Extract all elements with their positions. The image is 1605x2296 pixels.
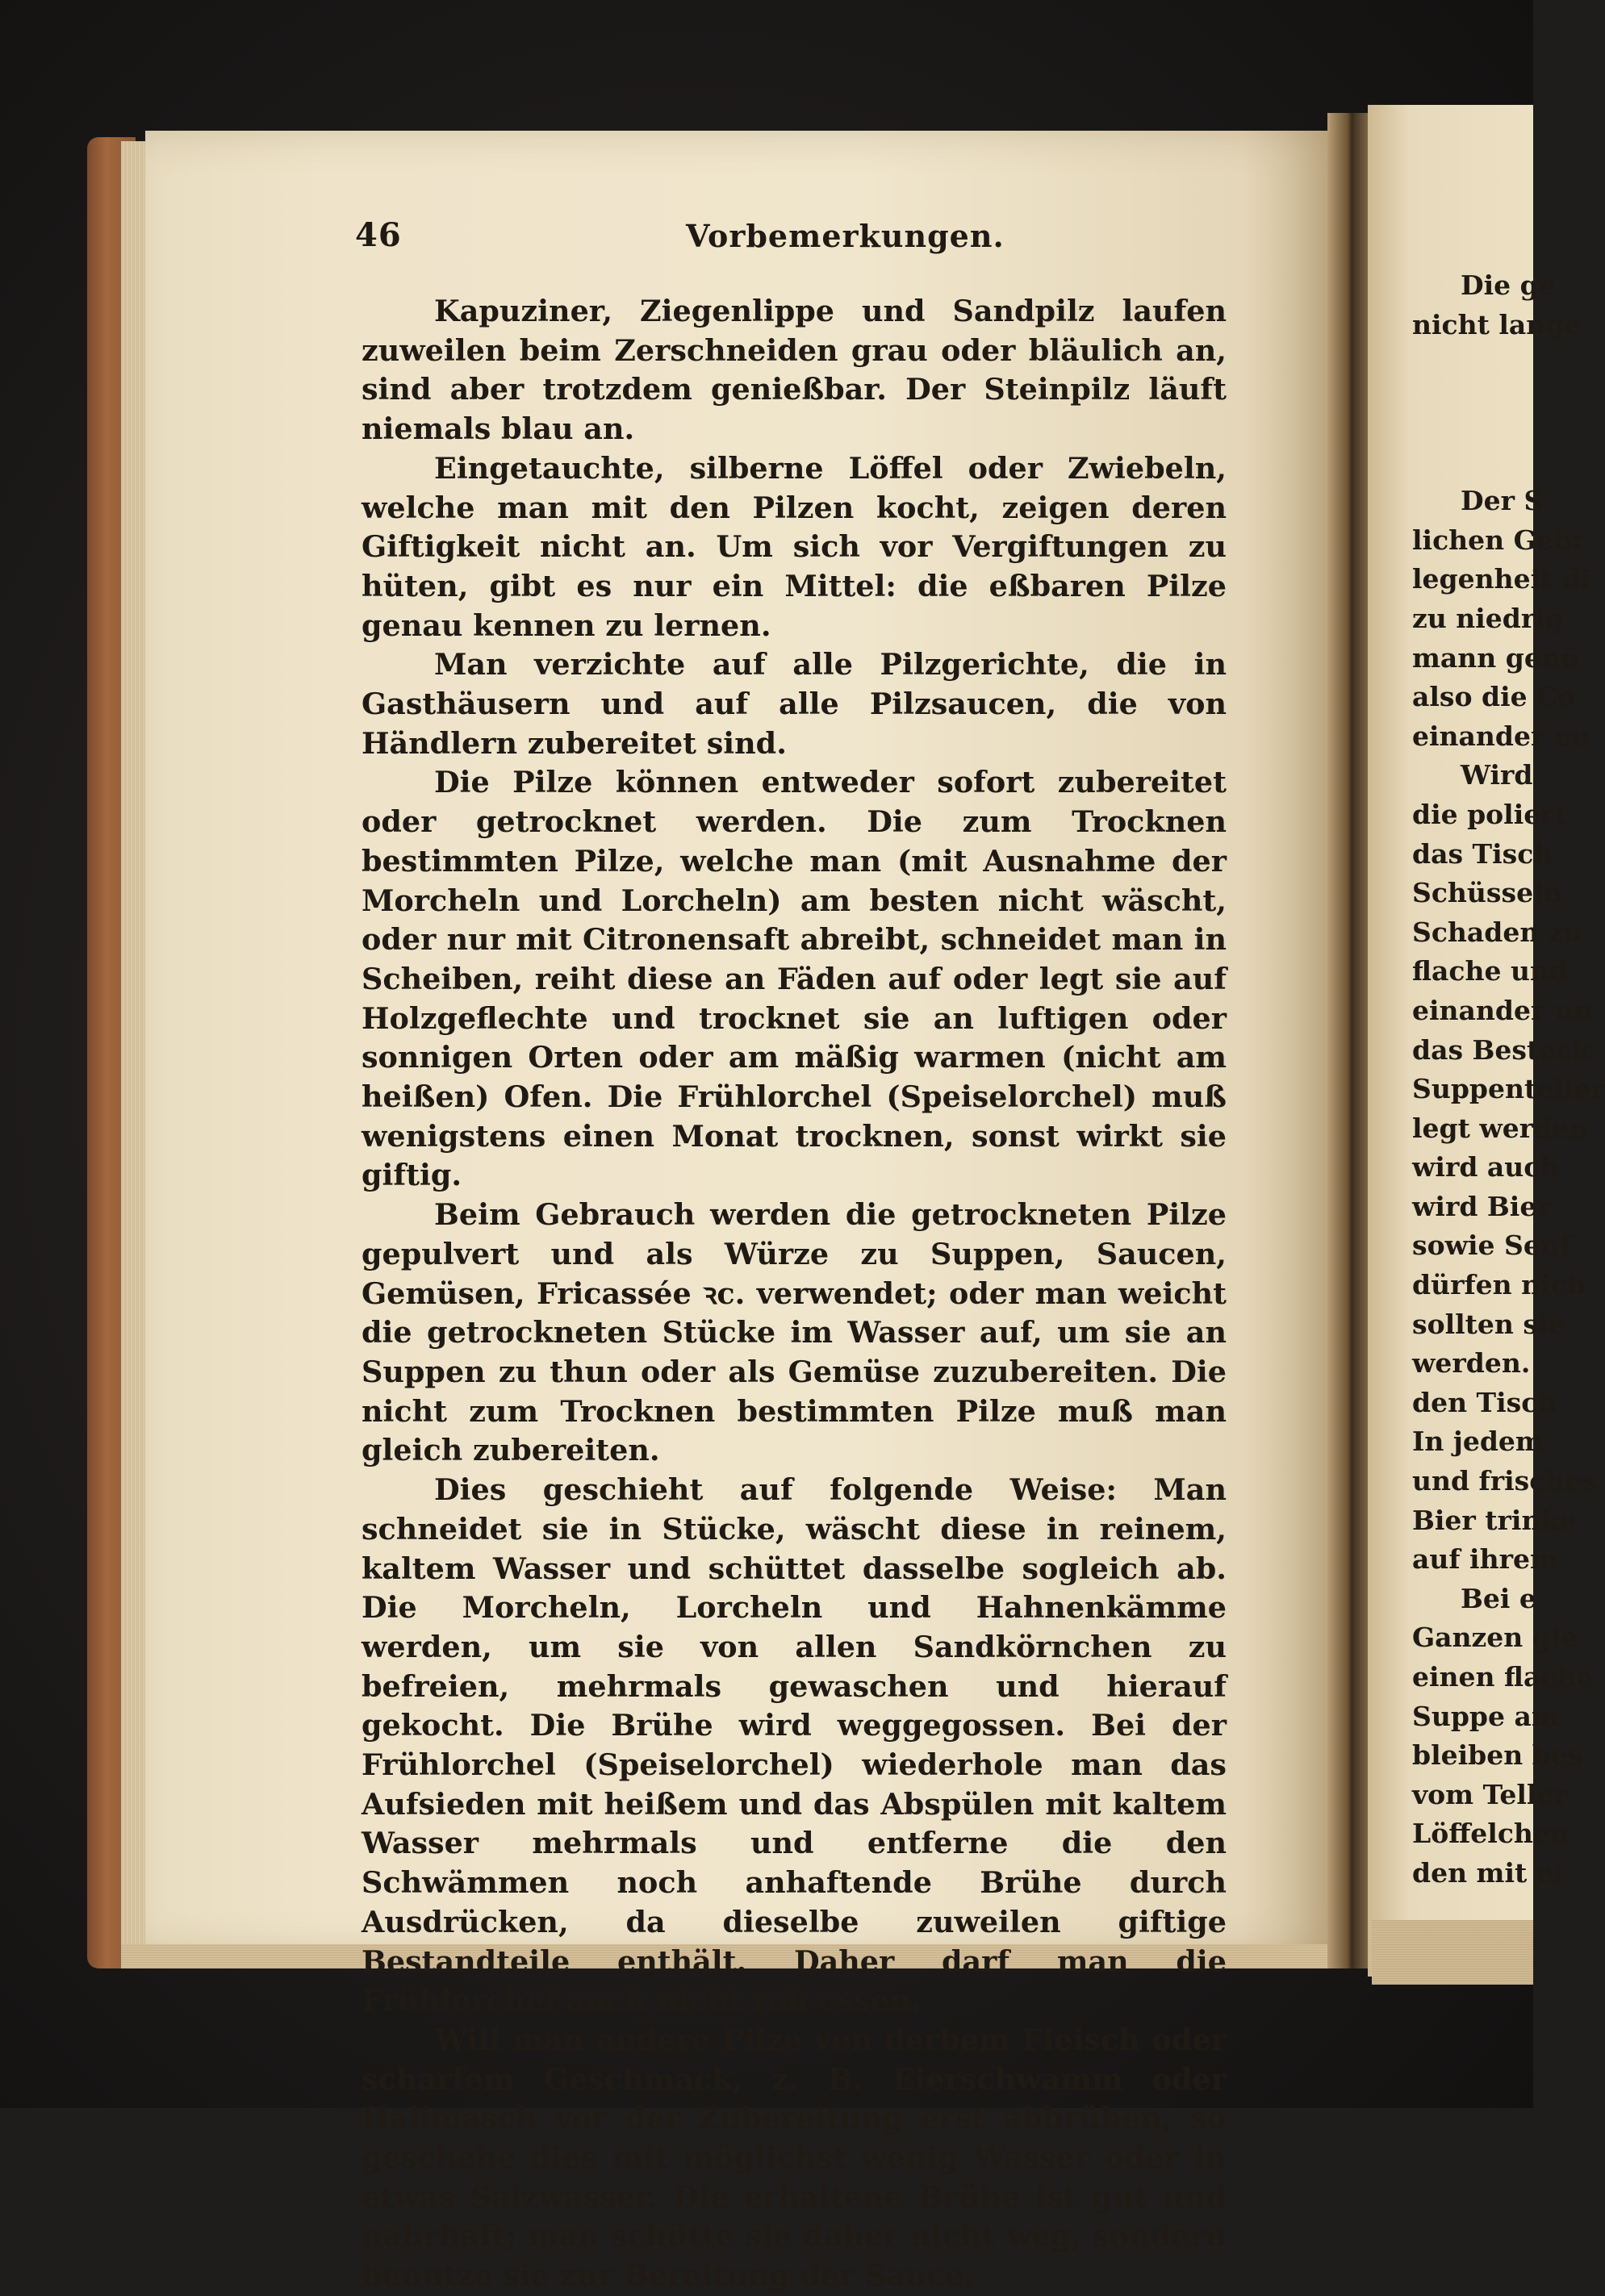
right-gap: [1412, 344, 1533, 482]
right-line: legenheit di: [1412, 563, 1591, 595]
right-line: werden.: [1412, 1347, 1531, 1380]
paragraph: Eingetauchte, silberne Löffel oder Zwiebeln, welche man mit den Pilzen kocht, zeigen deren Giftigkeit nicht an. Um sich vor Vergiftungen zu hüten, gibt es nur ein Mittel: die eßbaren Pilze genau kennen zu lernen.: [362, 450, 1227, 643]
right-line: bleiben bes: [1412, 1739, 1583, 1772]
body-text: [362, 292, 1227, 2296]
paragraph: Beim Gebrauch werden die getrockneten Pilze gepulvert und als Würze zu Suppen, Saucen, Gemüsen, Fricassée ꝛc. verwendet; oder man weicht die getrockneten Stücke im Wasser auf, um sie an Suppen zu thun oder als Gemüse zuzubereiten. Die nicht zum Trocknen bestimmten Pilze muß man gleich zubereiten.: [362, 1197, 1227, 1468]
book-gutter: [1327, 113, 1372, 1968]
right-line: die poliert: [1412, 798, 1567, 830]
right-line: also die Co: [1412, 681, 1576, 713]
right-line: das Tisch: [1412, 837, 1553, 870]
right-line: Ganzen gle: [1412, 1622, 1578, 1654]
right-page-edge: [1372, 1920, 1533, 1985]
right-line: nicht lange: [1412, 308, 1582, 340]
right-line: auf ihrem: [1412, 1543, 1558, 1576]
right-line: lichen Gebr: [1412, 524, 1586, 556]
right-line: mann genü: [1412, 641, 1580, 674]
right-line: Schaden zu: [1412, 916, 1583, 948]
right-line: sollten sie: [1412, 1308, 1565, 1340]
right-line: einander en: [1412, 720, 1590, 752]
right-line: In jedem: [1412, 1426, 1544, 1458]
right-line: Die ge: [1461, 269, 1556, 301]
right-line: dürfen nich: [1412, 1269, 1586, 1301]
right-line: wird Bier: [1412, 1190, 1551, 1222]
paragraph: Kapuziner, Ziegenlippe und Sandpilz laufen zuweilen beim Zerschneiden grau oder bläulich an, sind aber trotzdem genießbar. Der Steinpilz läuft niemals blau an.: [362, 294, 1227, 447]
right-line: Suppe am: [1412, 1700, 1560, 1732]
right-line: das Besteck: [1412, 1033, 1591, 1066]
page-header-title: Vorbemerkungen.: [686, 218, 1005, 254]
paragraph: Man verzichte auf alle Pilzgerichte, die in Gasthäusern und auf alle Pilzsaucen, die von Händlern zubereitet sind.: [362, 647, 1227, 761]
right-line: Löffelchen: [1412, 1818, 1569, 1850]
right-line: flache und: [1412, 955, 1569, 987]
right-line: Bier trinke: [1412, 1504, 1577, 1536]
right-line: und frisches: [1412, 1465, 1597, 1497]
running-head: [355, 216, 1227, 265]
right-line: den Tisch: [1412, 1386, 1557, 1418]
page-number: 46: [355, 216, 402, 254]
right-page-text: [1412, 266, 1605, 1893]
paragraph: Die Pilze können entweder sofort zubereitet oder getrocknet werden. Die zum Trocknen bestimmten Pilze, welche man (mit Ausnahme der Morcheln und Lorcheln) am besten nicht wäscht, oder nur mit Citronensaft abreibt, schneidet man in Scheiben, reiht diese an Fäden auf oder legt sie auf Holzgeflechte und trocknet sie an luftigen oder sonnigen Orten oder am mäßig warmen (nicht am heißen) Ofen. Die Frühlorchel (Speiselorchel) muß wenigstens einen Monat trocknen, sonst wirkt sie giftig.: [362, 765, 1227, 1193]
right-line: legt werden: [1412, 1112, 1589, 1144]
right-line: wird auch: [1412, 1151, 1560, 1183]
right-line: einander un: [1412, 994, 1593, 1026]
paragraph: Will man andere Pilze von derbem Fleisch oder scharfem Geschmack, z. B. Eierschwamm oder Halimasch vor der Zubereitung erst abbrühen, so geschehe dies mit möglichst wenig Wasser oder in etwas Salzwasser. Die erhaltene Brühe ist gut und nahrhaft; man schütte sie daher nicht weg, sondern benutze sie zur Bereitung der Sauce.: [362, 2022, 1227, 2294]
right-line: Suppenteller: [1412, 1073, 1605, 1105]
right-line: Bei e: [1461, 1582, 1536, 1614]
paragraph: Dies geschieht auf folgende Weise: Man schneidet sie in Stücke, wäscht diese in reinem, kaltem Wasser und schüttet dasselbe sogleich ab. Die Morcheln, Lorcheln und Hahnenkämme werden, um sie von allen Sandkörnchen zu befreien, mehrmals gewaschen und hierauf gekocht. Die Brühe wird weggegossen. Bei der Frühlorchel (Speiselorchel) wiederhole man das Aufsieden mit heißem und das Abspülen mit kaltem Wasser mehrmals und entferne die den Schwämmen noch anhaftende Brühe durch Ausdrücken, da dieselbe zuweilen giftige Bestandteile enthält. Daher darf man die Frühlorchel auch nicht roh essen.: [362, 1472, 1227, 2018]
right-line: Der S: [1461, 485, 1544, 517]
right-line: einen flache: [1412, 1661, 1594, 1693]
right-line: vom Teller: [1412, 1778, 1568, 1810]
right-line: den mit ei: [1412, 1856, 1564, 1889]
right-line: Wird: [1461, 759, 1533, 791]
right-line: Schüsseln: [1412, 877, 1563, 909]
right-line: sowie Senf: [1412, 1229, 1572, 1262]
right-line: zu niedrig: [1412, 602, 1564, 634]
